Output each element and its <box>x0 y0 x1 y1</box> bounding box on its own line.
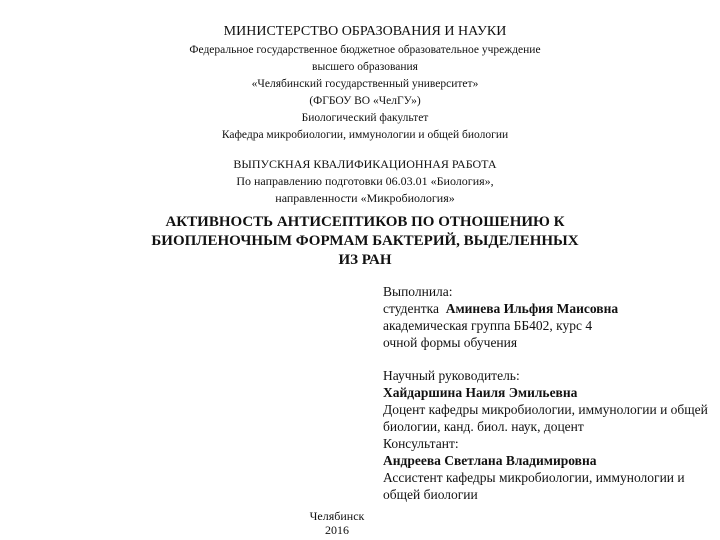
consultant-name: Андреева Светлана Владимировна <box>383 453 597 468</box>
consultant-position-line-1: Ассистент кафедры микробиологии, иммунологии и <box>383 470 685 485</box>
thesis-title-line-2: БИОПЛЕНОЧНЫМ ФОРМАМ БАКТЕРИЙ, ВЫДЕЛЕННЫХ <box>151 233 579 249</box>
institution-line-2: высшего образования <box>312 61 418 73</box>
department-name: Кафедра микробиологии, иммунологии и общей биологии <box>221 129 509 141</box>
author-group: академическая группа ББ402, курс 4 <box>383 318 593 333</box>
consultant-label: Консультант: <box>383 436 459 451</box>
supervisor-name: Хайдаршина Наиля Эмильевна <box>383 385 578 400</box>
footer-city: Челябинск <box>309 509 365 523</box>
work-type: ВЫПУСКНАЯ КВАЛИФИКАЦИОННАЯ РАБОТА <box>233 157 497 171</box>
ministry-name: МИНИСТЕРСТВО ОБРАЗОВАНИЯ И НАУКИ <box>223 24 507 39</box>
consultant-position-line-2: общей биологии <box>383 487 478 502</box>
supervisor-label: Научный руководитель: <box>383 368 520 383</box>
work-profile: направленности «Микробиология» <box>275 191 455 205</box>
author-line <box>383 302 618 316</box>
university-abbreviation: (ФГБОУ ВО «ЧелГУ») <box>309 95 421 107</box>
author-label: Выполнила: <box>383 284 453 299</box>
institution-line-1: Федеральное государственное бюджетное образовательное учреждение <box>189 44 541 56</box>
author-role: студентка <box>383 301 439 316</box>
author-name: Аминева Ильфия Маисовна <box>445 301 619 316</box>
supervisor-position-line-2: биологии, канд. биол. наук, доцент <box>383 419 584 434</box>
work-direction: По направлению подготовки 06.03.01 «Биология», <box>236 174 494 188</box>
thesis-title-line-3: ИЗ РАН <box>338 252 392 268</box>
university-name: «Челябинский государственный университет» <box>251 78 479 90</box>
thesis-title-line-1: АКТИВНОСТЬ АНТИСЕПТИКОВ ПО ОТНОШЕНИЮ К <box>165 214 565 230</box>
faculty-name: Биологический факультет <box>301 112 429 124</box>
supervisor-position-line-1: Доцент кафедры микробиологии, иммунологии и общей <box>383 402 708 417</box>
author-study-form: очной формы обучения <box>383 335 518 350</box>
footer-year: 2016 <box>325 523 349 537</box>
